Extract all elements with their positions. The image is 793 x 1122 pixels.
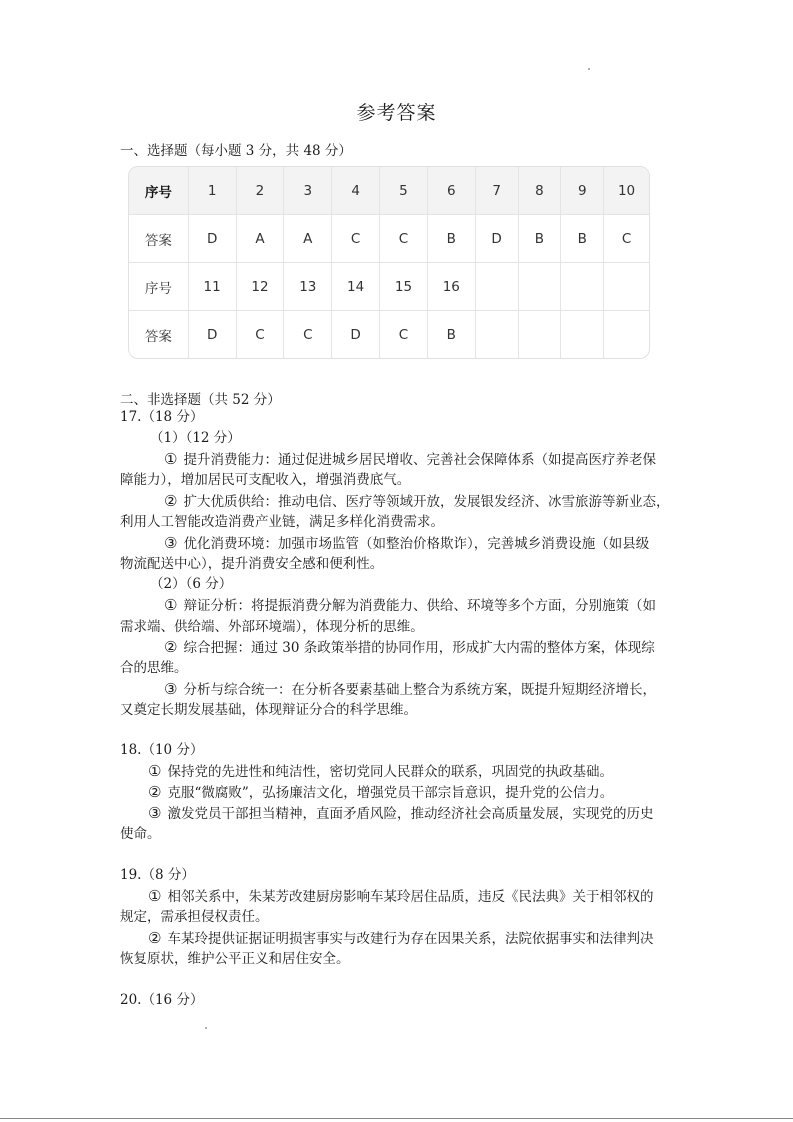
table-cell: 7 [476,167,519,215]
table-cell: B [519,215,562,263]
list-item-continuation: 恢复原状，维护公平正义和居住安全。 [120,951,350,967]
page-title: 参考答案 [356,102,437,124]
table-cell: 15 [380,263,428,311]
list-item: ③ 优化消费环境：加强市场监管（如整治价格欺诈），完善城乡消费设施（如县级 [164,534,650,552]
table-cell: 6 [428,167,476,215]
table-cell: 13 [284,263,332,311]
table-cell: 答案 [129,311,189,358]
q20-heading: 20.（16 分） [120,992,204,1008]
number-marker: ③ [164,534,178,552]
table-cell: D [189,311,237,358]
number-marker: ② [148,929,162,947]
table-cell: 1 [189,167,237,215]
scan-speck [588,68,590,70]
list-item: ① 提升消费能力：通过促进城乡居民增收、完善社会保障体系（如提高医疗养老保 [164,450,656,468]
list-item: ② 车某玲提供证据证明损害事实与改建行为存在因果关系，法院依据事实和法律判决 [148,929,654,947]
q19-heading: 19.（8 分） [120,867,195,883]
list-item-continuation: 障能力），增加居民可支配收入，增强消费底气。 [120,472,411,488]
list-item-continuation: 使命。 [120,826,161,842]
table-cell [604,263,649,311]
table-cell [519,311,562,358]
number-marker: ① [164,450,178,468]
table-cell: D [476,215,519,263]
number-marker: ③ [148,804,162,822]
number-marker: ① [148,887,162,905]
table-row [129,263,649,311]
table-row [129,311,649,358]
list-item-continuation: 合的思维。 [120,660,188,676]
answer-table [128,166,650,359]
list-item-continuation: 又奠定长期发展基础，体现辩证分合的科学思维。 [120,702,417,718]
table-row [129,167,649,215]
list-item: ② 综合把握：通过 30 条政策举措的协同作用，形成扩大内需的整体方案，体现综 [164,638,655,656]
q17-part1-heading: （1）（12 分） [150,430,241,446]
table-cell: C [380,311,428,358]
table-cell [561,311,604,358]
list-item-continuation: 需求端、供给端、外部环境端），体现分析的思维。 [120,619,424,635]
table-cell [561,263,604,311]
table-cell: B [428,215,476,263]
table-cell: C [237,311,285,358]
q17-part2-heading: （2）（6 分） [150,576,233,592]
table-cell: 16 [428,263,476,311]
number-marker: ① [164,596,178,614]
list-item: ① 相邻关系中，朱某芳改建厨房影响车某玲居住品质，违反《民法典》关于相邻权的 [148,887,654,905]
table-cell: C [604,215,649,263]
list-item: ③ 分析与综合统一：在分析各要素基础上整合为系统方案，既提升短期经济增长， [164,680,656,698]
list-item: ③ 激发党员干部担当精神，直面矛盾风险，推动经济社会高质量发展，实现党的历史 [148,804,654,822]
table-cell: 9 [561,167,604,215]
number-marker: ② [148,783,162,801]
list-item-continuation: 利用人工智能改造消费产业链，满足多样化消费需求。 [120,514,444,530]
scan-speck [205,1027,207,1029]
table-cell: B [561,215,604,263]
table-cell [476,311,519,358]
number-marker: ① [148,762,162,780]
table-cell: B [428,311,476,358]
table-cell: 10 [604,167,649,215]
table-cell: 序号 [129,167,189,215]
table-cell: 14 [332,263,380,311]
list-item: ② 扩大优质供给：推动电信、医疗等领域开放，发展银发经济、冰雪旅游等新业态， [164,492,670,510]
section-choice-heading: 一、选择题（每小题 3 分，共 48 分） [120,143,352,159]
table-cell: D [189,215,237,263]
table-cell: D [332,311,380,358]
list-item: ① 保持党的先进性和纯洁性，密切党同人民群众的联系，巩固党的执政基础。 [148,762,613,780]
table-cell: C [284,311,332,358]
table-row [129,215,649,263]
table-cell: C [332,215,380,263]
table-cell: A [284,215,332,263]
table-cell: 5 [380,167,428,215]
table-cell: A [237,215,285,263]
page-bottom-rule [0,1118,793,1119]
table-cell: 4 [332,167,380,215]
table-cell: 答案 [129,215,189,263]
table-cell: C [380,215,428,263]
number-marker: ③ [164,680,178,698]
table-cell [519,263,562,311]
section-nonchoice-heading: 二、非选择题（共 52 分） [120,392,281,408]
table-cell: 8 [519,167,562,215]
table-cell: 2 [237,167,285,215]
q18-heading: 18.（10 分） [120,742,204,758]
list-item-continuation: 规定，需承担侵权责任。 [120,909,269,925]
table-cell: 序号 [129,263,189,311]
number-marker: ② [164,638,178,656]
q17-heading: 17.（18 分） [120,409,204,425]
table-cell: 12 [237,263,285,311]
list-item-continuation: 物流配送中心），提升消费安全感和便利性。 [120,556,384,572]
table-cell [604,311,649,358]
table-cell: 3 [284,167,332,215]
list-item: ① 辩证分析：将提振消费分解为消费能力、供给、环境等多个方面，分别施策（如 [164,596,656,614]
number-marker: ② [164,492,178,510]
table-cell: 11 [189,263,237,311]
list-item: ② 克服“微腐败”，弘扬廉洁文化，增强党员干部宗旨意识，提升党的公信力。 [148,783,614,801]
table-cell [476,263,519,311]
